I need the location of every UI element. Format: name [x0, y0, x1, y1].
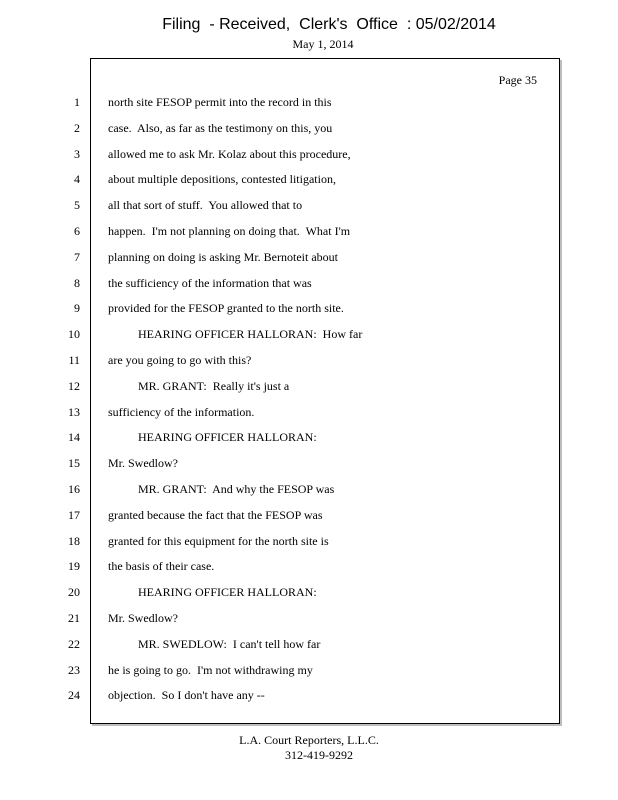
line-number: 22: [68, 637, 80, 651]
line-number: 7: [74, 250, 80, 264]
line-text: granted because the fact that the FESOP was: [108, 508, 323, 522]
court-reporter-phone: 312-419-9292: [285, 748, 353, 762]
line-text: MR. GRANT: And why the FESOP was: [108, 482, 335, 496]
line-number: 15: [68, 456, 80, 470]
line-number: 4: [74, 172, 80, 186]
line-number: 16: [68, 482, 80, 496]
line-text: are you going to go with this?: [108, 353, 252, 367]
line-number: 1: [74, 95, 80, 109]
line-text: HEARING OFFICER HALLORAN:: [108, 585, 317, 599]
page-number: Page 35: [498, 73, 537, 87]
line-text: happen. I'm not planning on doing that. What I'm: [108, 224, 351, 238]
line-number: 9: [74, 301, 80, 315]
line-number: 3: [74, 147, 80, 161]
line-number: 17: [68, 508, 80, 522]
line-number: 11: [68, 353, 80, 367]
line-text: allowed me to ask Mr. Kolaz about this procedure,: [108, 147, 351, 161]
line-text: Mr. Swedlow?: [108, 456, 178, 470]
line-number: 12: [68, 379, 80, 393]
line-number: 8: [74, 276, 80, 290]
line-text: HEARING OFFICER HALLORAN: How far: [108, 327, 363, 341]
line-text: all that sort of stuff. You allowed that to: [108, 198, 303, 212]
line-text: the basis of their case.: [108, 559, 215, 573]
line-text: provided for the FESOP granted to the north site.: [108, 301, 344, 315]
line-number: 19: [68, 559, 80, 573]
line-number: 2: [74, 121, 80, 135]
line-text: Mr. Swedlow?: [108, 611, 178, 625]
line-number: 10: [68, 327, 80, 341]
line-text: sufficiency of the information.: [108, 405, 255, 419]
line-number: 5: [74, 198, 80, 212]
line-number: 21: [68, 611, 80, 625]
court-reporter-name: L.A. Court Reporters, L.L.C.: [239, 733, 379, 747]
line-text: he is going to go. I'm not withdrawing my: [108, 663, 313, 677]
line-text: about multiple depositions, contested litigation,: [108, 172, 336, 186]
line-text: case. Also, as far as the testimony on this, you: [108, 121, 333, 135]
line-text: north site FESOP permit into the record in this: [108, 95, 332, 109]
line-number: 18: [68, 534, 80, 548]
hearing-date: May 1, 2014: [292, 37, 354, 51]
line-number: 20: [68, 585, 80, 599]
line-text: the sufficiency of the information that was: [108, 276, 312, 290]
filing-stamp: Filing - Received, Clerk's Office : 05/02/2014: [162, 16, 496, 33]
line-text: objection. So I don't have any --: [108, 688, 265, 702]
line-text: granted for this equipment for the north site is: [108, 534, 329, 548]
line-text: planning on doing is asking Mr. Bernoteit about: [108, 250, 338, 264]
line-number: 14: [68, 430, 80, 444]
line-text: MR. SWEDLOW: I can't tell how far: [108, 637, 321, 651]
line-number: 24: [68, 688, 80, 702]
line-number: 13: [68, 405, 80, 419]
line-number: 23: [68, 663, 80, 677]
line-number: 6: [74, 224, 80, 238]
line-text: HEARING OFFICER HALLORAN:: [108, 430, 317, 444]
line-text: MR. GRANT: Really it's just a: [108, 379, 290, 393]
